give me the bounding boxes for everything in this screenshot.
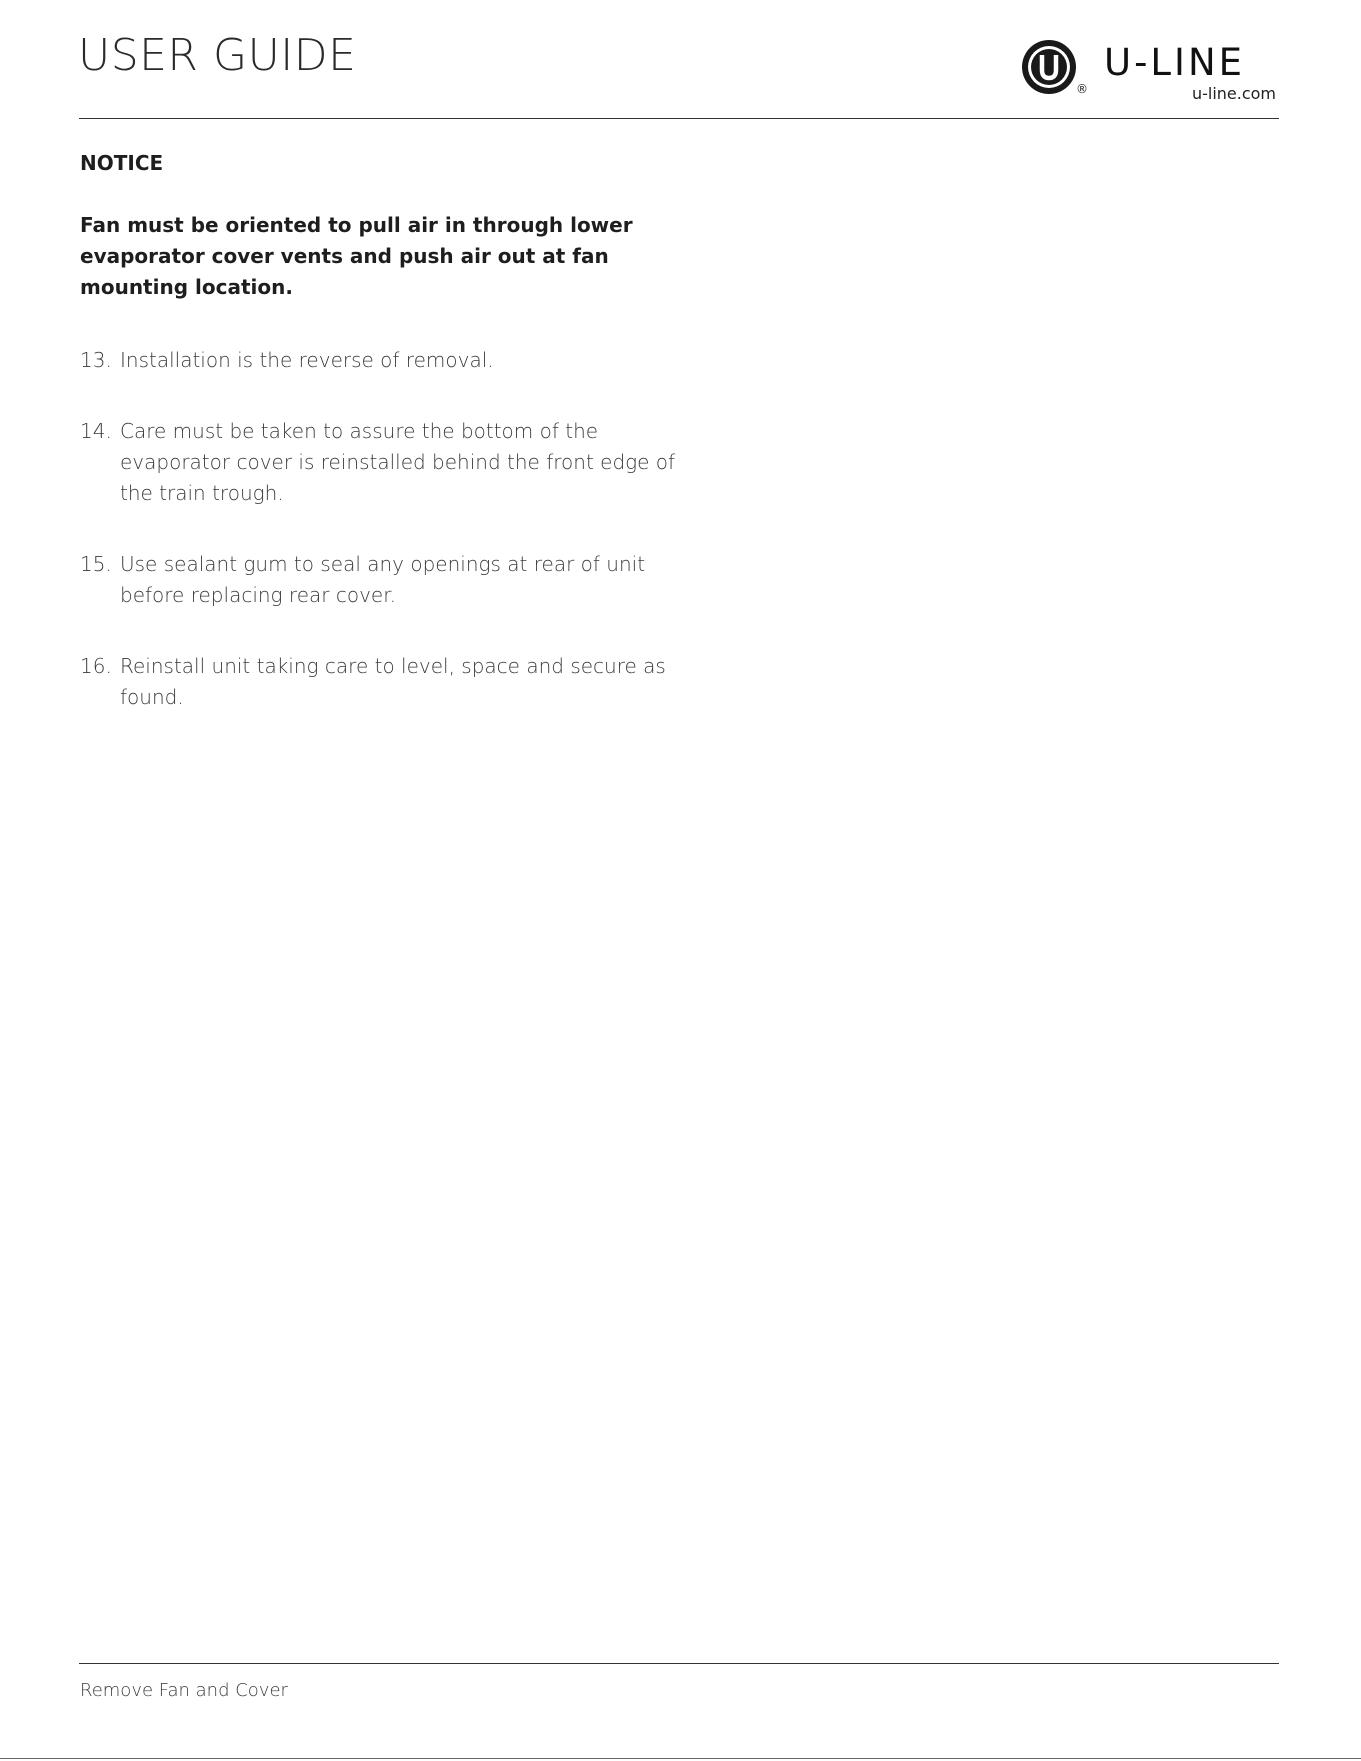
step-text: Installation is the reverse of removal. [120, 348, 494, 372]
step-item [80, 345, 680, 376]
step-text: Care must be taken to assure the bottom of the evaporator cover is reinstalled behind the front edge of the train trough. [120, 419, 676, 505]
page-title: USER GUIDE [78, 30, 357, 81]
website-url: u-line.com [1191, 84, 1276, 103]
step-item [80, 416, 680, 509]
step-item [80, 549, 680, 611]
registered-mark: ® [1076, 82, 1088, 96]
step-text: Use sealant gum to seal any openings at rear of unit before replacing rear cover. [120, 552, 646, 607]
step-number: 15. [80, 552, 112, 576]
step-text: Reinstall unit taking care to level, space and secure as found. [120, 654, 666, 709]
logo-wordmark: U-LINE [1104, 41, 1246, 84]
u-line-logo [1020, 38, 1280, 102]
footer-section-title: Remove Fan and Cover [80, 1680, 288, 1701]
footer-divider [79, 1663, 1279, 1664]
instruction-steps [80, 345, 680, 753]
notice-body: Fan must be oriented to pull air in through lower evaporator cover vents and push air out at fan mounting location. [80, 213, 633, 299]
header-divider [79, 118, 1279, 119]
step-number: 13. [80, 348, 112, 372]
u-line-logo-mark-icon [1020, 38, 1078, 96]
page-edge-line [0, 1758, 1361, 1759]
notice-heading: NOTICE [80, 151, 164, 175]
step-number: 14. [80, 419, 112, 443]
step-item [80, 651, 680, 713]
step-number: 16. [80, 654, 112, 678]
